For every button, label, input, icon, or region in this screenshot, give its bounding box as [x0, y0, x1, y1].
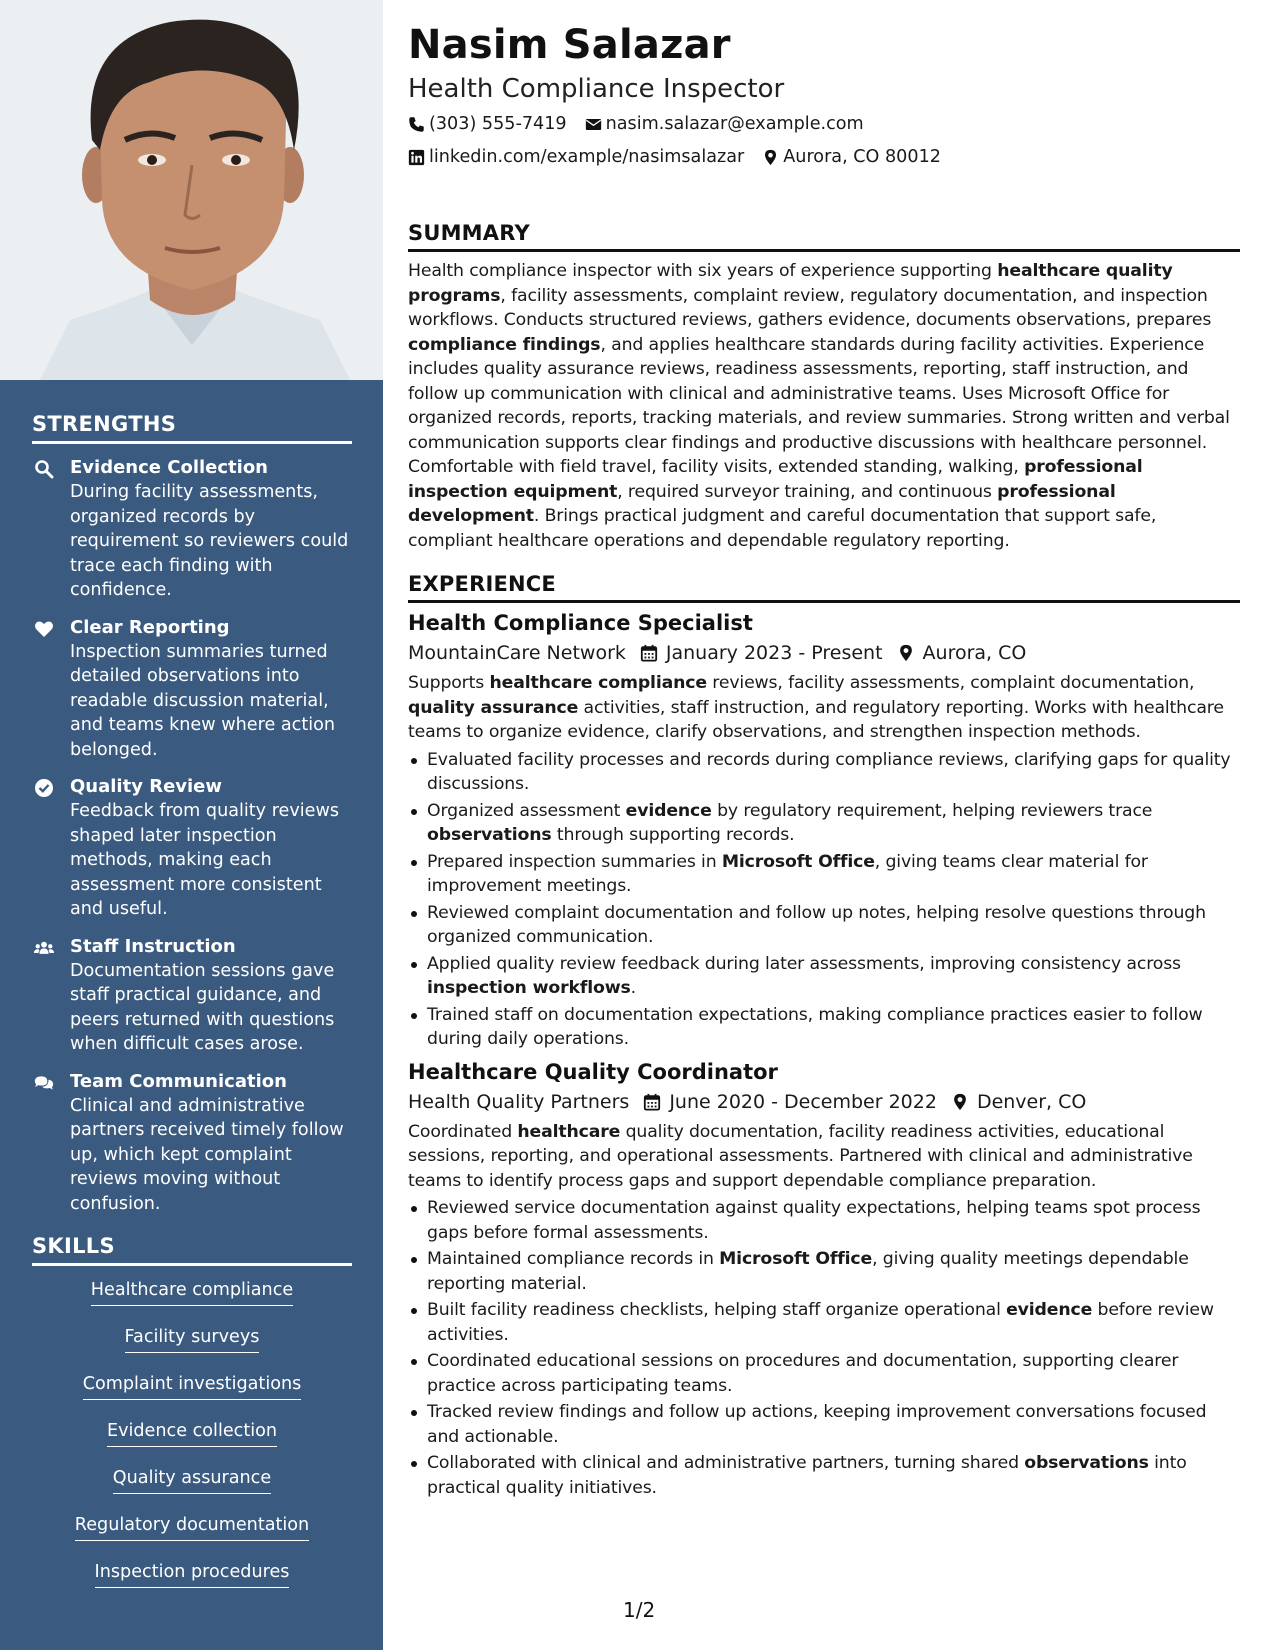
- calendar-icon: [643, 1093, 661, 1111]
- contact-row: [408, 114, 864, 134]
- summary-paragraph: [408, 259, 1240, 553]
- strength-item: [32, 935, 352, 1057]
- linkedin-text[interactable]: linkedin.com/example/nasimsalazar: [429, 147, 745, 167]
- contact-row: [408, 147, 941, 167]
- bold-text: observations: [427, 825, 552, 845]
- strength-item: [32, 456, 352, 603]
- bullet-item: [408, 1247, 1240, 1296]
- strengths-heading: STRENGTHS: [32, 412, 352, 444]
- text-run: , giving quality meetings dependable reporting material.: [427, 1249, 1189, 1294]
- strength-description: Documentation sessions gave staff practical guidance, and peers returned with questions when difficult cases arose.: [70, 960, 335, 1054]
- strength-item: [32, 775, 352, 922]
- text-run: into practical quality initiatives.: [427, 1453, 1187, 1498]
- text-run: , required surveyor training, and continuous: [617, 481, 998, 502]
- text-run: activities, staff instruction, and regulatory reporting. Works with healthcare teams to organize evidence, clarify observations, and strengthen inspection methods.: [408, 697, 1224, 742]
- bold-text: healthcare quality programs: [408, 261, 1173, 306]
- location-text: Aurora, CO 80012: [783, 147, 941, 167]
- strength-title: Evidence Collection: [70, 457, 268, 478]
- job-description: [408, 1120, 1240, 1194]
- experience-section: [408, 572, 1240, 1502]
- text-run: Trained staff on documentation expectations, making compliance practices easier to follow during daily operations.: [427, 1004, 1203, 1049]
- bullet-item: [408, 1451, 1240, 1500]
- text-run: Built facility readiness checklists, helping staff organize operational: [427, 1300, 1007, 1320]
- job-title: Health Compliance Specialist: [408, 611, 753, 635]
- bullet-item: [408, 799, 1240, 848]
- strength-title: Quality Review: [70, 776, 223, 797]
- bold-text: inspection workflows: [427, 978, 631, 998]
- text-run: . Brings practical judgment and careful documentation that support safe, compliant healthcare operations and dependable regulatory reporting.: [408, 506, 1157, 551]
- job-meta: [408, 1091, 1240, 1113]
- map-pin-icon: [951, 1093, 969, 1111]
- candidate-role: Health Compliance Inspector: [408, 74, 785, 104]
- job-entry: [408, 611, 1240, 1052]
- phone-text: (303) 555-7419: [429, 114, 567, 134]
- job-title: Healthcare Quality Coordinator: [408, 1059, 778, 1084]
- profile-photo: [0, 0, 383, 380]
- strength-title: Staff Instruction: [70, 935, 236, 957]
- sidebar: [0, 0, 383, 1650]
- summary-heading: SUMMARY: [408, 221, 1240, 252]
- skill-list: [32, 1278, 352, 1607]
- text-run: Evaluated facility processes and records during compliance reviews, clarifying gaps for quality discussions.: [427, 749, 1231, 794]
- check-circle-icon: [34, 778, 54, 798]
- bold-text: evidence: [625, 800, 712, 821]
- text-run: through supporting records.: [551, 825, 795, 845]
- strength-title: Team Communication: [70, 1070, 287, 1092]
- strength-description: Clinical and administrative partners received timely follow up, which kept complaint reviews moving without confusion.: [70, 1095, 344, 1214]
- text-run: , giving teams clear material for improvement meetings.: [427, 851, 1148, 896]
- candidate-name: Nasim Salazar: [408, 22, 731, 68]
- strength-description: Feedback from quality reviews shaped later inspection methods, making each assessment more consistent and useful.: [70, 801, 340, 919]
- experience-heading: EXPERIENCE: [408, 572, 1240, 603]
- phone-icon: [408, 116, 425, 133]
- text-run: quality documentation, facility readiness activities, educational sessions, reporting, and operational assessments. Partnered with clinical and administrative teams to identify process gaps and support dependable compliance preparation.: [408, 1121, 1193, 1191]
- text-run: .: [630, 978, 636, 998]
- job-bullets: [408, 1196, 1240, 1500]
- text-run: , and applies healthcare standards during facility activities. Experience includes quality assurance reviews, readiness assessments, reporting, staff instruction, and follow up communication with clinical and administrative teams. Uses Microsoft Office for organized records, reports, tracking materials, and review summaries. Strong written and verbal communication supports clear findings and productive discussions with healthcare personnel. Comfortable with field travel, facility visits, extended standing, walking,: [408, 334, 1230, 477]
- text-run: Health compliance inspector with six years of experience supporting: [408, 261, 998, 281]
- text-run: Organized assessment: [427, 800, 626, 821]
- job-location: Aurora, CO: [922, 642, 1027, 664]
- text-run: Applied quality review feedback during later assessments, improving consistency across: [427, 953, 1181, 974]
- text-run: Prepared inspection summaries in: [427, 851, 722, 872]
- job-dates: June 2020 - December 2022: [669, 1090, 937, 1113]
- strength-title: Clear Reporting: [70, 616, 230, 638]
- skill-tag: Healthcare compliance: [91, 1278, 293, 1306]
- summary-section: [408, 221, 1240, 553]
- strength-item: [32, 616, 352, 763]
- text-run: reviews, facility assessments, complaint documentation,: [706, 673, 1195, 693]
- bullet-item: [408, 1298, 1240, 1347]
- job-meta: [408, 642, 1240, 664]
- bold-text: observations: [1024, 1453, 1149, 1473]
- bold-text: Microsoft Office: [721, 851, 875, 872]
- skills-section: [32, 1234, 352, 1607]
- text-run: Coordinated: [408, 1121, 518, 1142]
- page-number: 1/2: [623, 1598, 656, 1622]
- map-pin-icon: [897, 644, 915, 662]
- portrait-image: [0, 0, 383, 380]
- bullet-item: [408, 850, 1240, 899]
- job-bullets: [408, 748, 1240, 1052]
- email-text[interactable]: nasim.salazar@example.com: [605, 114, 864, 134]
- text-run: Collaborated with clinical and administrative partners, turning shared: [427, 1453, 1025, 1473]
- text-run: Tracked review findings and follow up actions, keeping improvement conversations focused and actionable.: [427, 1402, 1207, 1447]
- location-contact: [762, 147, 941, 167]
- skills-heading: SKILLS: [32, 1234, 352, 1266]
- skill-tag: Evidence collection: [107, 1419, 277, 1447]
- job-description: [408, 671, 1240, 745]
- bold-text: evidence: [1006, 1300, 1093, 1320]
- bullet-item: [408, 1196, 1240, 1245]
- linkedin-icon: [408, 149, 425, 166]
- bold-text: compliance findings: [408, 334, 601, 355]
- strength-description: During facility assessments, organized records by requirement so reviewers could trace each finding with confidence.: [70, 482, 349, 600]
- text-run: Maintained compliance records in: [427, 1249, 720, 1269]
- search-icon: [34, 459, 54, 479]
- bullet-item: [408, 1400, 1240, 1449]
- text-run: , facility assessments, complaint review, regulatory documentation, and inspection workflows. Conducts structured reviews, gathers evidence, documents observations, prepares: [408, 285, 1212, 330]
- bold-text: healthcare: [517, 1121, 621, 1142]
- job-entry: [408, 1060, 1240, 1501]
- bullet-item: [408, 901, 1240, 950]
- text-run: Coordinated educational sessions on procedures and documentation, supporting clearer practice across participating teams.: [427, 1351, 1179, 1396]
- job-location: Denver, CO: [976, 1090, 1087, 1113]
- bullet-item: [408, 952, 1240, 1001]
- envelope-icon: [585, 116, 602, 133]
- text-run: Reviewed service documentation against quality expectations, helping teams spot process gaps before formal assessments.: [427, 1198, 1201, 1243]
- text-run: Supports: [408, 673, 490, 693]
- map-pin-icon: [762, 149, 779, 166]
- skill-tag: Quality assurance: [113, 1466, 271, 1494]
- strength-item: [32, 1070, 352, 1217]
- text-run: before review activities.: [427, 1300, 1214, 1345]
- linkedin-contact[interactable]: [408, 147, 744, 167]
- text-run: by regulatory requirement, helping reviewers trace: [711, 800, 1153, 821]
- users-icon: [34, 938, 54, 958]
- skill-tag: Inspection procedures: [95, 1560, 290, 1588]
- sidebar-content: [32, 412, 352, 1607]
- company-name: Health Quality Partners: [408, 1090, 630, 1113]
- email-contact[interactable]: [585, 114, 864, 134]
- bold-text: quality assurance: [408, 697, 579, 718]
- text-run: Reviewed complaint documentation and follow up notes, helping resolve questions through organized communication.: [427, 902, 1206, 947]
- calendar-icon: [640, 644, 658, 662]
- bullet-item: [408, 748, 1240, 797]
- bullet-item: [408, 1349, 1240, 1398]
- bold-text: Microsoft Office: [719, 1249, 873, 1269]
- bold-text: professional inspection equipment: [408, 457, 1143, 502]
- heart-icon: [34, 619, 54, 639]
- bullet-item: [408, 1003, 1240, 1052]
- company-name: MountainCare Network: [408, 642, 626, 664]
- skill-tag: Regulatory documentation: [75, 1513, 309, 1541]
- job-dates: January 2023 - Present: [665, 642, 883, 664]
- skill-tag: Complaint investigations: [83, 1372, 302, 1400]
- phone-contact: [408, 114, 567, 134]
- comments-icon: [34, 1073, 54, 1093]
- bold-text: professional development: [408, 481, 1116, 526]
- skill-tag: Facility surveys: [125, 1325, 260, 1353]
- bold-text: healthcare compliance: [489, 673, 707, 693]
- strength-description: Inspection summaries turned detailed observations into readable discussion material, and teams knew where action belonged.: [70, 641, 336, 760]
